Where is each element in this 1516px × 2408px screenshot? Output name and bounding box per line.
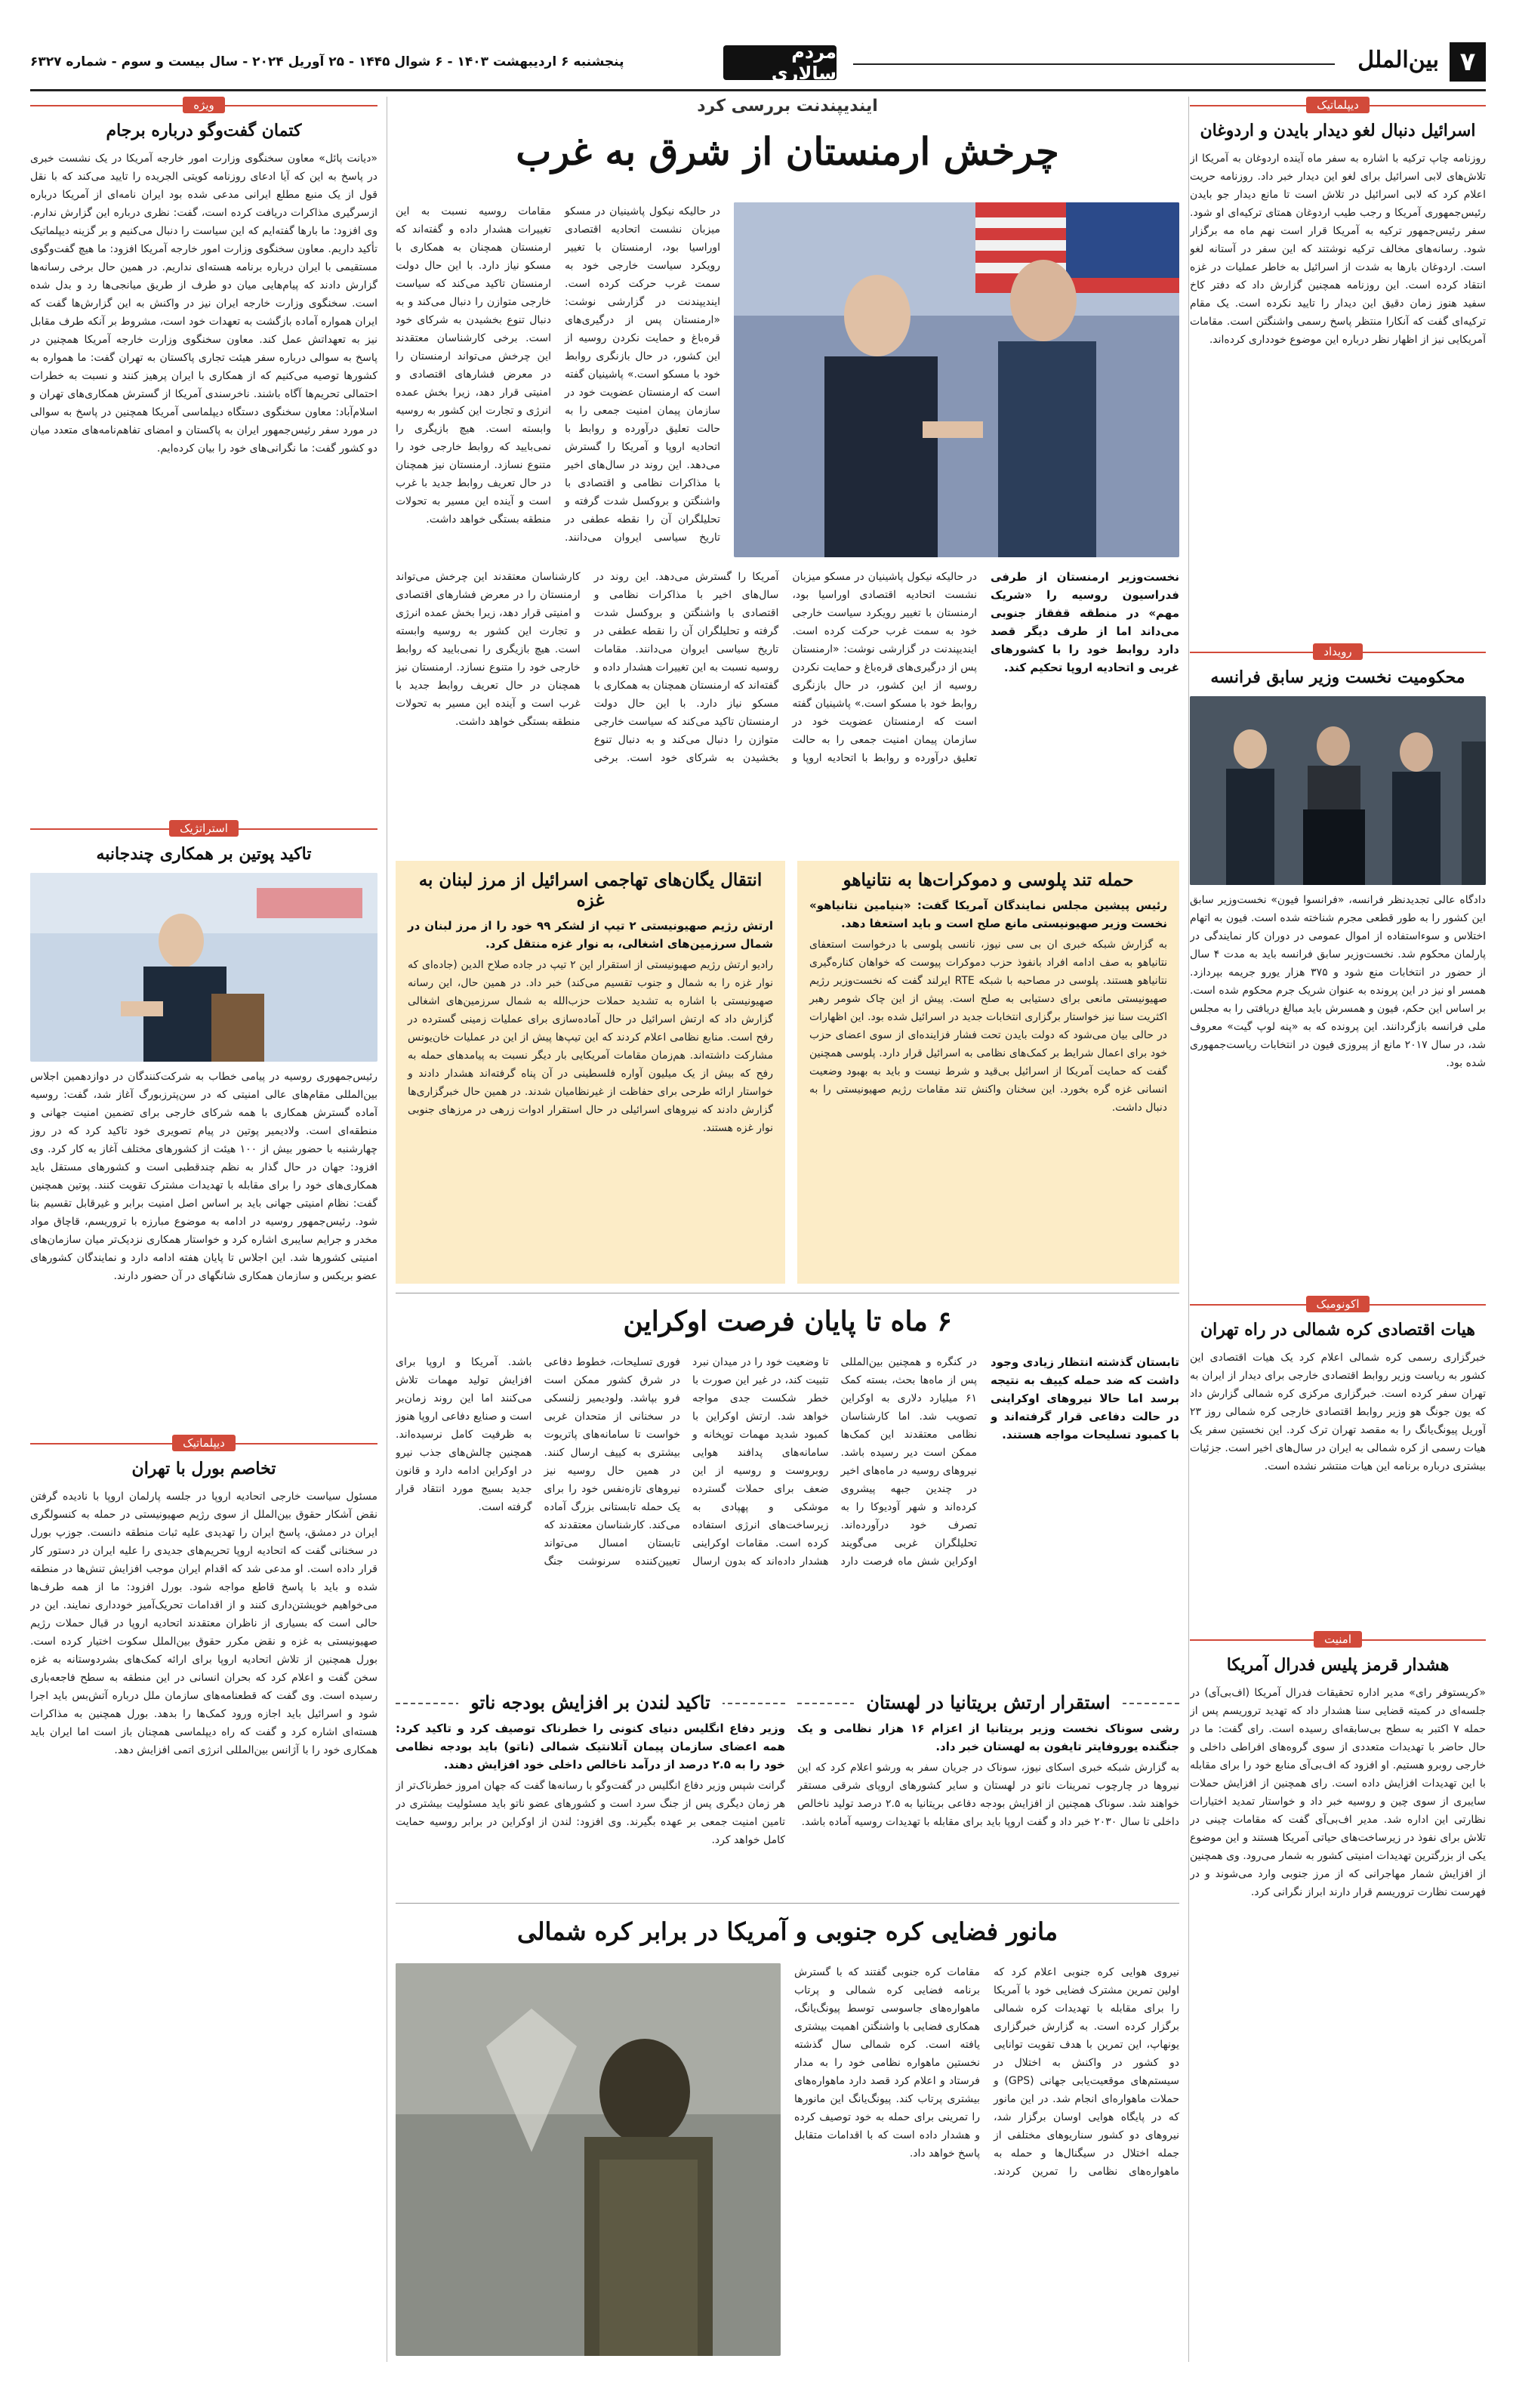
main-story	[396, 97, 1179, 852]
ukraine-body: در کنگره و همچنین بین‌المللی پس از ماه‌ها بحث، بسته کمک ۶۱ میلیارد دلاری به اوکراین تصویب شد. اما کارشناسان نظامی معتقدند این کمک‌ها ممکن است دیر رسیده باشد. نیروهای روسیه در ماه‌های اخیر در چندین جبهه پیشروی کرده‌اند و شهر آودیوکا را به تصرف خود درآورده‌اند. تحلیلگران غربی می‌گویند اوکراین شش ماه فرصت دارد تا وضعیت خود را در میدان نبرد تثبیت کند، در غیر این صورت با خطر شکست جدی مواجه خواهد شد. ارتش اوکراین با کمبود شدید مهمات توپخانه و سامانه‌های پدافند هوایی روبروست و روسیه از این ضعف برای حملات گسترده موشکی و پهپادی به زیرساخت‌های انرژی استفاده کرده است. مقامات اوکراینی هشدار داده‌اند که بدون ارسال فوری تسلیحات، خطوط دفاعی در شرق کشور ممکن است فرو بپاشد. ولودیمیر زلنسکی در سخنانی از متحدان غربی خواست تا سامانه‌های پاتریوت بیشتری به کییف ارسال کنند. در همین حال روسیه نیز نیروهای تازه‌نفس خود را برای یک حمله تابستانی بزرگ آماده می‌کند. کارشناسان معتقدند که تابستان امسال می‌تواند تعیین‌کننده سرنوشت جنگ باشد. آمریکا و اروپا برای افزایش تولید مهمات تلاش می‌کنند اما این روند زمان‌بر است و صنایع دفاعی اروپا هنوز به ظرفیت کامل نرسیده‌اند. همچنین چالش‌های جذب نیرو در اوکراین ادامه دارد و قانون جدید بسیج مورد انتقاد قرار گرفته است.	[396, 1356, 977, 1568]
brief-putin	[30, 820, 377, 1424]
right-briefs-column	[1190, 97, 1486, 2362]
korea-body: نیروی هوایی کره جنوبی اعلام کرد که اولین تمرین مشترک فضایی خود با آمریکا را برای مقابله با تهدیدات کره شمالی برگزار کرده است. به گزارش خبرگزاری یونهاپ، این تمرین با هدف تقویت توانایی دو کشور در واکنش به اختلال در سیستم‌های موقعیت‌یابی جهانی (GPS) و حملات ماهواره‌ای انجام شد. در این مانور که در پایگاه هوایی اوسان برگزار شد، نیروهای دو کشور سناریوهای مختلفی از جمله اختلال در سیگنال‌ها و حمله به ماهواره‌های نظامی را تمرین کردند. مقامات کره جنوبی گفتند که با گسترش برنامه فضایی کره شمالی و پرتاب ماهواره‌های جاسوسی توسط پیونگ‌یانگ، همکاری فضایی با واشنگتن اهمیت بیشتری یافته است. کره شمالی سال گذشته نخستین ماهواره نظامی خود را به مدار فرستاد و اعلام کرد قصد دارد ماهواره‌های بیشتری پرتاب کند. پیونگ‌یانگ این مانورها را تمرینی برای حمله به خود توصیف کرده و هشدار داده است که با اقدامات متقابل پاسخ خواهد داد.	[794, 1966, 1179, 2178]
box-title: حمله تند پلوسی و دموکرات‌ها به نتانیاهو	[843, 870, 1134, 890]
main-photo	[734, 202, 1179, 557]
page-number: ۷	[1450, 42, 1486, 82]
korea-story	[396, 1909, 1179, 2362]
brief-borrell	[30, 1435, 377, 2362]
box-body: گرانت شپس وزیر دفاع انگلیس در گفت‌وگو با رسانه‌ها گفت که جهان امروز خطرناک‌تر از هر زمان دیگری پس از جنگ سرد است و کشورهای عضو ناتو باید مسئولیت بیشتری در تامین امنیت جمعی بر عهده بگیرند. وی افزود: لندن از اوکراین در برابر روسیه حمایت کامل خواهد کرد.	[396, 1780, 785, 1846]
brief-jcpoa	[30, 97, 377, 806]
kicker: ویژه	[183, 97, 225, 113]
brief-body: «کریستوفر رای» مدیر اداره تحقیقات فدرال آمریکا (اف‌بی‌آی) در جلسه‌ای در کمیته قضایی سنا هشدار داد که تهدید تروریسم پس از حمله ۷ اکتبر به سطح بی‌سابقه‌ای رسیده است. رای گفت: ما در حال حاضر با تهدیدات متعددی از سوی گروه‌های افراطی داخلی و خارجی روبرو هستیم. او افزود که اف‌بی‌آی منابع خود را برای مقابله با این تهدیدات افزایش داده است. رای همچنین از افزایش حملات سایبری از سوی چین و روسیه خبر داد و خواستار تمدید اختیارات نظارتی این اداره شد. مدیر اف‌بی‌آی گفت که مقامات چینی در تلاش برای نفوذ در زیرساخت‌های حیاتی آمریکا هستند و این موضوع یکی از بزرگترین تهدیدات امنیتی کشور به شمار می‌رود. وی همچنین از افزایش شمار مهاجرانی که از مرز جنوبی وارد می‌شوند و در فهرست نظارت تروریسم قرار دارند ابراز نگرانی کرد.	[1190, 1687, 1486, 1898]
box-pelosi	[797, 861, 1179, 1284]
korea-photo	[396, 1963, 781, 2356]
ukraine-lede: تابستان گذشته انتظار زیادی وجود داشت که ضد حمله کییف به نتیجه برسد اما حالا نیروهای اوکراینی در حالت دفاعی قرار گرفته‌اند و با کمبود تسلیحات مواجه هستند.	[991, 1355, 1179, 1441]
kicker: رویداد	[1313, 643, 1362, 660]
box-nato-budget	[396, 1691, 785, 1895]
box-lede: وزیر دفاع انگلیس دنیای کنونی را خطرناک توصیف کرد و تاکید کرد: همه اعضای سازمان پیمان آتلانتیک شمالی (ناتو) باید بودجه نظامی خود را به ۲.۵ درصد از درآمد ناخالص داخلی خود افزایش دهند.	[396, 1722, 785, 1771]
kicker: امنیت	[1314, 1631, 1362, 1648]
masthead	[30, 42, 1486, 91]
brief-fbi	[1190, 1631, 1486, 2311]
main-headline: چرخش ارمنستان از شرق به غرب	[516, 129, 1059, 174]
brief-erdogan	[1190, 97, 1486, 633]
main-story-lower-text	[396, 568, 977, 847]
box-uk-poland	[797, 1691, 1179, 1895]
column-rule	[1188, 97, 1189, 2362]
brief-body: دادگاه عالی تجدیدنظر فرانسه، «فرانسوا فیون» نخست‌وزیر سابق این کشور را به طور قطعی مجرم شناخته شده است. فیون به اتهام اختلاس و سوءاستفاده از اموال عمومی در دوران کار نمایندگی در پارلمان محکوم شد. نخست‌وزیر سابق فرانسه باید به مدت ۴ سال از حضور در انتخابات منع شود و ۳۷۵ هزار یورو جریمه بپردازد. همسر او نیز در این پرونده به عنوان شریک جرم محکوم شده است. بر اساس این حکم، فیون و همسرش باید مبالغ دریافتی را به مجلس ملی فرانسه بازگردانند. این پرونده که به «پنه لوپ گیت» معروف شد، در سال ۲۰۱۷ مانع از پیروزی فیون در انتخابات ریاست‌جمهوری شده بود.	[1190, 894, 1486, 1069]
box-lede: رشی سوناک نخست وزیر بریتانیا از اعزام ۱۶ هزار نظامی و یک جنگنده یوروفایتر تایفون به لهستان خبر داد.	[797, 1722, 1179, 1753]
brief-title: کتمان گفت‌وگو درباره برجام	[106, 121, 302, 140]
brief-body: مسئول سیاست خارجی اتحادیه اروپا در جلسه پارلمان اروپا با نادیده گرفتن نقض آشکار حقوق بین‌الملل از سوی رژیم صهیونیستی در حمله به کنسولگری ایران در دمشق، پاسخ ایران را تهدیدی علیه ثبات منطقه دانست. جوزپ بورل در سخنانی گفت که اتحادیه اروپا تحریم‌های جدیدی را علیه ایران در دستور کار قرار داده است. او مدعی شد که اقدام ایران موجب افزایش تنش‌ها در منطقه شده و باید با پاسخ قاطع مواجه شود. بورل افزود: ما از همه طرف‌ها می‌خواهیم خویشتن‌داری کنند و از اقدامات تحریک‌آمیز خودداری نمایند. این در حالی است که بسیاری از ناظران معتقدند اتحادیه اروپا در قبال حملات رژیم صهیونیستی به غزه و نقض مکرر حقوق بین‌الملل سکوت اختیار کرده است. بورل همچنین از تلاش اتحادیه اروپا برای ارائه کمک‌های بشردوستانه به غزه سخن گفت و اعلام کرد که بحران انسانی در این منطقه به سطح فاجعه‌باری رسیده است. وی گفت که قطعنامه‌های سازمان ملل درباره آتش‌بس باید اجرا شود و اسرائیل باید اجازه ورود کمک‌ها را بدهد. بورل همچنین به مذاکرات هسته‌ای اشاره کرد و گفت که راه دیپلماسی همچنان باز است اما ایران باید همکاری خود را با آژانس بین‌المللی انرژی اتمی افزایش دهد.	[30, 1491, 377, 1756]
korea-text	[794, 1963, 1179, 2356]
brief-title: هیات اقتصادی کره شمالی در راه تهران	[1200, 1320, 1476, 1340]
korea-headline: مانور فضایی کره جنوبی و آمریکا در برابر کره شمالی	[517, 1917, 1058, 1946]
brief-body: رئیس‌جمهوری روسیه در پیامی خطاب به شرکت‌کنندگان در دوازدهمین اجلاس بین‌المللی مقام‌های عالی امنیتی که در سن‌پترزبورگ آغاز شد، گفت: روسیه آماده گسترش همکاری با همه شرکای خارجی برای تضمین امنیت جهانی و منطقه‌ای است. ولادیمیر پوتین در پیام تصویری خود تاکید کرد که در روز چهارشنبه با حضور بیش از ۱۰۰ هیئت از کشورهای مختلف آغاز به کار کرد. وی افزود: جهان در حال گذار به نظم چندقطبی است و کشورهای مستقل باید همکاری‌های خود را برای مقابله با تهدیدات مشترک تقویت کنند. پوتین همچنین گفت: نظام امنیتی جهانی باید بر اساس اصل امنیت برابر و غیرقابل تقسیم بنا شود. رئیس‌جمهور روسیه در ادامه به موضوع مبارزه با تروریسم، قاچاق مواد مخدر و جرایم سایبری اشاره کرد و خواستار همکاری نزدیک‌تر میان سازمان‌های امنیتی کشورها شد. این اجلاس تا پایان هفته ادامه دارد و نمایندگان کشورهای عضو بریکس و سازمان همکاری شانگهای در آن حضور دارند.	[30, 1071, 377, 1282]
ukraine-text	[396, 1353, 977, 1678]
brief-title: تخاصم بورل با تهران	[131, 1459, 276, 1478]
putin-photo	[30, 873, 377, 1062]
korea-photo-art	[396, 1963, 781, 2356]
box-title: انتقال یگان‌های تهاجمی اسرائیل از مرز لبنان به غزه	[418, 870, 763, 911]
putin-photo-art	[30, 873, 377, 1062]
ukraine-story	[396, 1299, 1179, 1684]
newspaper-logo: مردم سالاری	[723, 45, 837, 80]
brief-body: «دیانت پائل» معاون سخنگوی وزارت امور خارجه آمریکا در یک نشست خبری در پاسخ به این که آیا ادعای روزنامه کویتی الجریده را تایید می‌کند که با نقل قول از یک منبع مطلع ایرانی مدعی شده بود ایران نامه‌ای از آمریکا درباره ازسرگیری مذاکرات دریافت کرده است، گفت: نظری درباره این گزارش ندارم. وی افزود: ما بارها گفته‌ایم که این سیاست را دنبال می‌کنیم و بر گزینه دیپلماتیک تأکید داریم. معاون سخنگوی وزارت امور خارجه آمریکا افزود: ما هیچ گفت‌وگوی مستقیمی با ایران درباره برنامه هسته‌ای نداریم. در همین حال برخی رسانه‌ها گزارش دادند که پیام‌هایی میان دو طرف از طریق میانجی‌ها رد و بدل شده است. سخنگوی وزارت خارجه ایران نیز در واکنش به این گزارش‌ها گفت که ایران همواره آماده بازگشت به تعهدات خود است، مشروط بر آنکه طرف مقابل نیز به تعهداتش عمل کند. معاون سخنگوی وزارت خارجه آمریکا همچنین در پاسخ به سوالی درباره سفر هیئت تجاری پاکستان به تهران گفت: ما همواره به کشورها توصیه می‌کنیم که از همکاری با ایران پرهیز کنند و نسبت به خطرات احتمالی تحریم‌ها آگاه باشند. ناخرسندی آمریکا از گسترش همکاری‌های تهران و اسلام‌آباد: معاون سخنگوی دستگاه دیپلماسی آمریکا همچنین در پاسخ به سوالی در مورد سفر رئیس‌جمهور ایران به پاکستان و امضای تفاهم‌نامه‌های متعدد میان دو کشور گفت: ما نگرانی‌های خود را بیان کرده‌ایم.	[30, 153, 377, 455]
court-photo	[1190, 696, 1486, 885]
kicker: اکونومیک	[1306, 1296, 1370, 1312]
masthead-rule	[853, 63, 1335, 65]
brief-title: محکومیت نخست وزیر سابق فرانسه	[1210, 668, 1465, 687]
main-lede: نخست‌وزیر ارمنستان از طرفی فدراسیون روسیه را «شریک مهم» در منطقه قفقاز جنوبی می‌داند اما از طرف دیگر قصد دارد روابط خود را با کشورهای غربی و اتحادیه اروپا تحکیم کند.	[991, 570, 1179, 674]
kicker: دیپلماتیک	[172, 1435, 236, 1451]
main-kicker: ایندیپندنت بررسی کرد	[697, 97, 878, 116]
box-title: تاکید لندن بر افزایش بودجه ناتو	[458, 1691, 723, 1713]
court-photo-art	[1190, 696, 1486, 885]
box-israel-units	[396, 861, 785, 1284]
box-lede: رئیس پیشین مجلس نمایندگان آمریکا گفت: «بنیامین نتانیاهو» نخست وزیر صهیونیستی مانع صلح است و باید استعفا دهد.	[809, 899, 1167, 930]
box-body: به گزارش شبکه خبری اسکای نیوز، سوناک در جریان سفر به ورشو اعلام کرد که این نیروها در چارچوب تمرینات ناتو در لهستان و سایر کشورهای اروپای شرقی مستقر خواهند شد. سوناک همچنین از افزایش بودجه دفاعی بریتانیا به ۲.۵ درصد تولید ناخالص داخلی تا سال ۲۰۳۰ خبر داد و گفت اروپا باید برای مقابله با تهدیدات روسیه آماده باشد.	[797, 1762, 1179, 1828]
brief-title: تاکید پوتین بر همکاری چندجانبه	[96, 844, 312, 864]
box-body: به گزارش شبکه خبری ان بی سی نیوز، نانسی پلوسی با درخواست استعفای نتانیاهو به صف ادامه افراد بانفوذ حزب دموکرات پیوست که خواهان کناره‌گیری نتانیاهو هستند. پلوسی در مصاحبه با شبکه RTE ایرلند گفت که نخست‌وزیر رژیم صهیونیستی مانعی برای دستیابی به صلح است. پیش از این چاک شومر رهبر اکثریت سنا نیز خواستار برگزاری انتخابات جدید در اسرائیل شده بود. این اظهارات در حالی بیان می‌شود که دولت بایدن تحت فشار فزاینده‌ای از سوی اعضای حزب خود برای اعمال شرایط بر کمک‌های نظامی به اسرائیل قرار دارد. پلوسی همچنین گفت که حمایت آمریکا از اسرائیل بی‌قید و شرط نیست و باید به بهبود وضعیت انسانی غزه گره بخورد. این سخنان واکنش تند مقامات رژیم صهیونیستی را به دنبال داشت.	[809, 939, 1167, 1114]
section-rule	[396, 1903, 1179, 1904]
kicker: دیپلماتیک	[1306, 97, 1370, 113]
date-line: پنجشنبه ۶ اردیبهشت ۱۴۰۳ - ۶ شوال ۱۴۴۵ - ۲۵ آوریل ۲۰۲۴ - سال بیست و سوم - شماره ۶۳۲۷	[30, 54, 624, 69]
brief-title: هشدار قرمز پلیس فدرال آمریکا	[1226, 1655, 1450, 1675]
brief-body: روزنامه چاپ ترکیه با اشاره به سفر ماه آینده اردوغان به آمریکا از تلاش‌های لابی اسرائیل برای لغو این دیدار خبر داد. روزنامه حریت اعلام کرد که لابی اسرائیل در تلاش است تا مانع دیدار جو بایدن رئیس‌جمهوری آمریکا و رجب طیب اردوغان همتای ترکیه‌ای او شود. سفر رئیس‌جمهور ترکیه به آمریکا قرار است نهم ماه مه برگزار شود. رسانه‌های مخالف ترکیه نوشتند که این سفر در آستانه لغو است. اردوغان بارها به شدت از اسرائیل به خاطر عملیات در غزه انتقاد کرده است. این روزنامه همچنین گزارش داد که دفتر کاخ سفید هنوز زمان دقیق این دیدار را تایید نکرده است. یک مقام ترکیه‌ای گفت که آنکارا منتظر پاسخ رسمی واشنگتن است. مقامات آمریکایی نیز از اظهار نظر درباره این موضوع خودداری کرده‌اند.	[1190, 153, 1486, 346]
box-lede: ارتش رژیم صهیونیستی ۲ تیپ از لشکر ۹۹ خود را از مرز لبنان در شمال سرزمین‌های اشغالی، به نوار غزه منتقل کرد.	[408, 919, 774, 951]
brief-north-korea	[1190, 1296, 1486, 1620]
brief-fillon	[1190, 643, 1486, 1285]
brief-body: خبرگزاری رسمی کره شمالی اعلام کرد یک هیات اقتصادی این کشور به ریاست وزیر روابط اقتصادی خارجی برای دیدار از ایران به تهران سفر کرده است. خبرگزاری مرکزی کره شمالی گزارش داد که یون جونگ هو وزیر روابط اقتصادی خارجی کره شمالی روز ۲۳ آوریل پیونگ‌یانگ را به مقصد تهران ترک کرد. این نخستین سفر یک هیات رسمی از کره شمالی به ایران در سال‌های اخیر است. جزئیات بیشتری درباره برنامه این هیات منتشر نشده است.	[1190, 1352, 1486, 1472]
main-body: در حالیکه نیکول پاشینیان در مسکو میزبان نشست اتحادیه اقتصادی اوراسیا بود، ارمنستان با تغییر رویکرد سیاست خارجی خود به سمت غرب حرکت کرده است. ایندیپندنت در گزارشی نوشت: «ارمنستان پس از درگیری‌های قره‌باغ و حمایت نکردن روسیه از این کشور، در حال بازنگری روابط خود با مسکو است.» پاشینیان گفته است که ارمنستان عضویت خود در سازمان پیمان امنیت جمعی را به حالت تعلیق درآورده و روابط با اتحادیه اروپا و آمریکا را گسترش می‌دهد. این روند در سال‌های اخیر با مذاکرات نظامی و اقتصادی با واشنگتن و بروکسل شدت گرفته و تحلیلگران آن را نقطه عطفی در تاریخ سیاسی ایروان می‌دانند. مقامات روسیه نسبت به این تغییرات هشدار داده و گفته‌اند که ارمنستان همچنان به همکاری با مسکو نیاز دارد. با این حال دولت ارمنستان تاکید می‌کند که سیاست خارجی متوازن را دنبال می‌کند و به دنبال تنوع بخشیدن به شرکای خود است. برخی کارشناسان معتقدند این چرخش می‌تواند ارمنستان را در معرض فشارهای اقتصادی و امنیتی قرار دهد، زیرا بخش عمده انرژی و تجارت این کشور به روسیه وابسته است. هیچ بازیگری را نمی‌بایید که روابط خارجی خود را متنوع نسازد. ارمنستان نیز همچنان در حال تعریف روابط جدید با غرب است و آینده این مسیر به تحولات منطقه بستگی خواهد داشت.	[396, 205, 720, 544]
box-title: استقرار ارتش بریتانیا در لهستان	[854, 1691, 1122, 1713]
box-body: رادیو ارتش رژیم صهیونیستی از استقرار این ۲ تیپ در جاده صلاح الدین (جاده‌ای که نوار غزه را به شمال و جنوب تقسیم می‌کند) خبر داد. در همین حال، این رسانه صهیونیستی با اشاره به تشدید حملات حزب‌الله به شمال سرزمین‌های اشغالی گزارش داد که ارتش اسرائیل در حال آماده‌سازی برای عملیات زمینی گسترده در رفح است. منابع نظامی اعلام کردند که این تیپ‌ها پیش از این در عملیات خان‌یونس مشارکت داشته‌اند. هم‌زمان مقامات آمریکایی بار دیگر نسبت به پیامدهای حمله به رفح که بیش از یک میلیون آواره فلسطینی در آن پناه گرفته‌اند هشدار دادند و خواستار ارائه طرحی برای حفاظت از غیرنظامیان شدند. در همین حال خبرگزاری‌ها گزارش دادند که نیروهای اسرائیلی در حال استقرار ادوات زرهی در مرزهای جنوبی نوار غزه هستند.	[408, 959, 773, 1134]
section-title: بین‌الملل	[1357, 47, 1439, 73]
kicker: استراتژیک	[169, 820, 239, 837]
ukraine-headline: ۶ ماه تا پایان فرصت اوکراین	[623, 1306, 952, 1337]
main-photo-art	[734, 202, 1179, 557]
main-body-continued: در حالیکه نیکول پاشینیان در مسکو میزبان نشست اتحادیه اقتصادی اوراسیا بود، ارمنستان با تغییر رویکرد سیاست خارجی خود به سمت غرب حرکت کرده است. ایندیپندنت در گزارشی نوشت: «ارمنستان پس از درگیری‌های قره‌باغ و حمایت نکردن روسیه از این کشور، در حال بازنگری روابط خود با مسکو است.» پاشینیان گفته است که ارمنستان عضویت خود در سازمان پیمان امنیت جمعی را به حالت تعلیق درآورده و روابط با اتحادیه اروپا و آمریکا را گسترش می‌دهد. این روند در سال‌های اخیر با مذاکرات نظامی و اقتصادی با واشنگتن و بروکسل شدت گرفته و تحلیلگران آن را نقطه عطفی در تاریخ سیاسی ایروان می‌دانند. مقامات روسیه نسبت به این تغییرات هشدار داده و گفته‌اند که ارمنستان همچنان به همکاری با مسکو نیاز دارد. با این حال دولت ارمنستان تاکید می‌کند که سیاست خارجی متوازن را دنبال می‌کند و به دنبال تنوع بخشیدن به شرکای خود است. برخی کارشناسان معتقدند این چرخش می‌تواند ارمنستان را در معرض فشارهای اقتصادی و امنیتی قرار دهد، زیرا بخش عمده انرژی و تجارت این کشور به روسیه وابسته است. هیچ بازیگری را نمی‌بایید که روابط خارجی خود را متنوع نسازد. ارمنستان نیز همچنان در حال تعریف روابط جدید با غرب است و آینده این مسیر به تحولات منطقه بستگی خواهد داشت.	[396, 571, 977, 764]
ukraine-lede-box	[991, 1353, 1179, 1678]
brief-title: اسرائیل دنبال لغو دیدار بایدن و اردوغان	[1200, 121, 1476, 140]
main-lede-box	[991, 568, 1179, 847]
main-story-upper-text	[396, 202, 720, 565]
